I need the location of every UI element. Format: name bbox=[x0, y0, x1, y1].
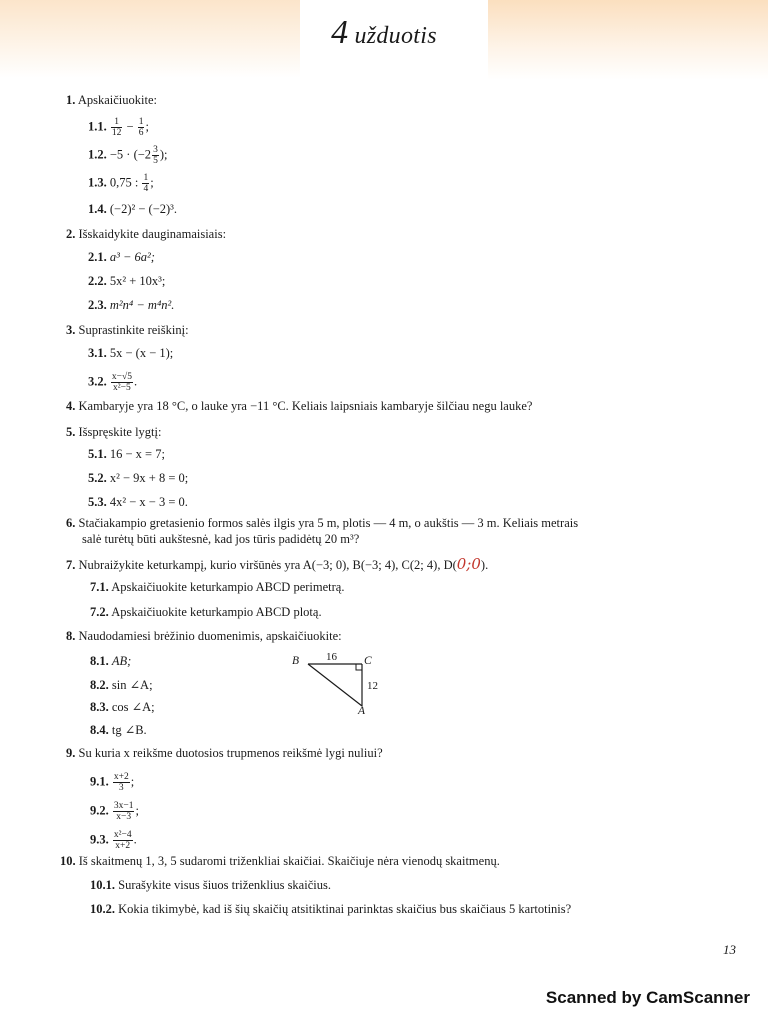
fraction bbox=[113, 772, 130, 793]
fraction bbox=[113, 801, 135, 822]
numerator: 1 bbox=[138, 117, 144, 127]
subtask-number: 2.3. bbox=[88, 298, 107, 312]
task-number: 3. bbox=[66, 323, 76, 337]
title-word: užduotis bbox=[354, 23, 437, 49]
task-7 bbox=[66, 556, 488, 573]
task-2 bbox=[66, 226, 226, 242]
subtask-text: Apskaičiuokite keturkampio ABCD plotą. bbox=[111, 605, 322, 619]
task-6 bbox=[66, 515, 578, 531]
subtask-5-3 bbox=[88, 494, 188, 510]
right-angle-mark bbox=[356, 664, 362, 670]
task-text: Išspręskite lygtį: bbox=[78, 425, 162, 439]
denominator: x−3 bbox=[116, 812, 132, 822]
expression: −5 · (−2 bbox=[109, 147, 152, 162]
subtask-text: Kokia tikimybė, kad iš šių skaičių atsitiktinai parinktas skaičius bus skaičiaus 5 kartotinis? bbox=[118, 902, 572, 916]
subtask-number: 3.1. bbox=[88, 346, 107, 360]
subtask-number: 5.3. bbox=[88, 495, 107, 509]
punct: ; bbox=[135, 803, 139, 818]
subtask-2-2 bbox=[88, 273, 165, 289]
task-number: 4. bbox=[66, 399, 76, 413]
subtask-number: 9.2. bbox=[90, 803, 109, 818]
expression: tg ∠B. bbox=[111, 723, 147, 737]
subtask-1-2 bbox=[88, 145, 167, 166]
page-number: 13 bbox=[723, 942, 736, 957]
subtask-8-1 bbox=[90, 653, 131, 669]
task-5 bbox=[66, 424, 161, 440]
task-3 bbox=[66, 322, 189, 338]
subtask-number: 1.2. bbox=[88, 147, 107, 162]
subtask-number: 8.4. bbox=[90, 723, 109, 737]
subtask-9-1 bbox=[90, 772, 134, 793]
task-text: Su kuria x reikšme duotosios trupmenos reikšmė lygi nuliui? bbox=[78, 746, 383, 760]
subtask-2-3 bbox=[88, 297, 174, 313]
punct: . bbox=[133, 832, 137, 847]
subtask-number: 9.3. bbox=[90, 832, 109, 847]
punct: ; bbox=[150, 175, 154, 190]
subtask-number: 2.2. bbox=[88, 274, 107, 288]
handwritten-annotation: 0;0 bbox=[456, 555, 481, 573]
subtask-number: 2.1. bbox=[88, 250, 107, 264]
numerator: 3 bbox=[153, 145, 158, 155]
task-text: salė turėtų būti aukštesnė, kad jos tūris padidėtų 20 m³? bbox=[82, 532, 360, 546]
denominator: x²−5 bbox=[113, 383, 131, 393]
task-text: Nubraižykite keturkampį, kurio viršūnės yra A(−3; 0), B(−3; 4), C(2; 4), D( bbox=[78, 558, 457, 572]
subtask-number: 8.2. bbox=[90, 678, 109, 692]
subtask-number: 10.1. bbox=[90, 878, 115, 892]
expression: sin ∠A; bbox=[111, 678, 153, 692]
subtask-number: 7.2. bbox=[90, 605, 109, 619]
punct: ; bbox=[130, 774, 135, 789]
denominator: 4 bbox=[143, 184, 149, 194]
fraction bbox=[111, 372, 133, 393]
expression: cos ∠A; bbox=[111, 700, 155, 714]
vertex-label-c: C bbox=[364, 655, 372, 667]
numerator: 1 bbox=[143, 173, 149, 183]
punct: ; bbox=[145, 119, 149, 134]
subtask-1-4 bbox=[88, 201, 177, 217]
task-9 bbox=[66, 745, 383, 761]
expression: 16 − x = 7; bbox=[109, 447, 165, 461]
numerator: x²−4 bbox=[113, 830, 132, 840]
task-number: 8. bbox=[66, 629, 76, 643]
triangle-diagram bbox=[288, 650, 388, 722]
task-number: 7. bbox=[66, 558, 76, 572]
task-number: 6. bbox=[66, 516, 76, 530]
subtask-7-1 bbox=[90, 579, 344, 595]
punct: ); bbox=[159, 147, 168, 162]
page-title bbox=[0, 14, 768, 52]
task-number: 9. bbox=[66, 746, 76, 760]
task-number: 2. bbox=[66, 227, 76, 241]
subtask-10-1 bbox=[90, 877, 331, 893]
subtask-8-2 bbox=[90, 677, 153, 693]
expression: (−2)² − (−2)³. bbox=[109, 202, 178, 216]
denominator: 5 bbox=[153, 156, 158, 166]
subtask-number: 5.1. bbox=[88, 447, 107, 461]
task-number: 5. bbox=[66, 425, 76, 439]
subtask-number: 1.4. bbox=[88, 202, 107, 216]
subtask-number: 8.3. bbox=[90, 700, 109, 714]
title-number: 4 bbox=[331, 14, 349, 51]
fraction bbox=[138, 117, 145, 138]
expression: 5x² + 10x³; bbox=[109, 274, 166, 288]
task-4 bbox=[66, 398, 532, 414]
scanner-watermark: Scanned by CamScanner bbox=[545, 988, 750, 1007]
subtask-8-4 bbox=[90, 722, 147, 738]
expression: x² − 9x + 8 = 0; bbox=[109, 471, 189, 485]
subtask-5-2 bbox=[88, 470, 188, 486]
expression: 0,75 : bbox=[109, 175, 139, 190]
subtask-text: Surašykite visus šiuos triženklius skaičius. bbox=[118, 878, 331, 892]
subtask-3-1 bbox=[88, 345, 173, 361]
denominator: 12 bbox=[111, 128, 122, 138]
fraction bbox=[152, 145, 159, 166]
subtask-1-3 bbox=[88, 173, 154, 194]
subtask-3-2 bbox=[88, 372, 137, 393]
subtask-1-1 bbox=[88, 117, 149, 138]
denominator: 3 bbox=[118, 783, 124, 793]
task-text: Suprastinkite reiškinį: bbox=[78, 323, 189, 337]
denominator: x+2 bbox=[115, 841, 131, 851]
task-text: Apskaičiuokite: bbox=[77, 93, 157, 107]
task-1 bbox=[66, 92, 157, 108]
subtask-number: 1.1. bbox=[88, 119, 107, 134]
numerator: x+2 bbox=[113, 772, 129, 782]
subtask-number: 3.2. bbox=[88, 374, 107, 389]
denominator: 6 bbox=[138, 128, 144, 138]
subtask-number: 10.2. bbox=[90, 902, 115, 916]
subtask-number: 1.3. bbox=[88, 175, 107, 190]
side-ab bbox=[308, 664, 362, 706]
expression: 5x − (x − 1); bbox=[109, 346, 174, 360]
side-length-bc: 16 bbox=[326, 651, 337, 663]
subtask-number: 9.1. bbox=[90, 774, 109, 789]
subtask-7-2 bbox=[90, 604, 322, 620]
task-text: Kambaryje yra 18 °C, o lauke yra −11 °C. Keliais laipsniais kambaryje šilčiau negu lauke? bbox=[78, 399, 533, 413]
subtask-5-1 bbox=[88, 446, 165, 462]
task-text: Stačiakampio gretasienio formos salės ilgis yra 5 m, plotis — 4 m, o aukštis — 3 m. Keliais metrais bbox=[78, 516, 579, 530]
subtask-9-3 bbox=[90, 830, 137, 851]
numerator: 1 bbox=[111, 117, 123, 128]
task-number: 1. bbox=[66, 93, 76, 107]
vertex-label-b: B bbox=[292, 655, 300, 667]
punct: . bbox=[133, 374, 138, 389]
subtask-number: 5.2. bbox=[88, 471, 107, 485]
numerator: 3x−1 bbox=[113, 801, 134, 811]
task-10 bbox=[60, 853, 500, 869]
subtask-9-2 bbox=[90, 801, 139, 822]
fraction bbox=[142, 173, 149, 194]
vertex-label-a: A bbox=[358, 705, 366, 717]
task-6-continued bbox=[82, 531, 359, 547]
task-number: 10. bbox=[60, 854, 76, 868]
subtask-number: 7.1. bbox=[90, 580, 109, 594]
fraction bbox=[111, 117, 123, 138]
subtask-8-3 bbox=[90, 699, 155, 715]
subtask-text: Apskaičiuokite keturkampio ABCD perimetrą. bbox=[111, 580, 345, 594]
subtask-10-2 bbox=[90, 901, 571, 917]
numerator: x−√5 bbox=[111, 372, 132, 382]
subtask-2-1 bbox=[88, 249, 155, 265]
side-length-ca: 12 bbox=[367, 680, 378, 692]
expression: 4x² − x − 3 = 0. bbox=[109, 495, 188, 509]
punct: ). bbox=[480, 558, 489, 572]
expression: a³ − 6a²; bbox=[109, 250, 155, 264]
task-8 bbox=[66, 628, 342, 644]
fraction bbox=[113, 830, 133, 851]
expression: AB; bbox=[111, 654, 132, 668]
subtask-number: 8.1. bbox=[90, 654, 109, 668]
task-text: Išskaidykite dauginamaisiais: bbox=[78, 227, 227, 241]
task-text: Iš skaitmenų 1, 3, 5 sudaromi triženkliai skaičiai. Skaičiuje nėra vienodų skaitmenų. bbox=[78, 854, 500, 868]
task-text: Naudodamiesi brėžinio duomenimis, apskaičiuokite: bbox=[78, 629, 342, 643]
expression: m²n⁴ − m⁴n². bbox=[109, 298, 175, 312]
operator: − bbox=[126, 119, 134, 134]
